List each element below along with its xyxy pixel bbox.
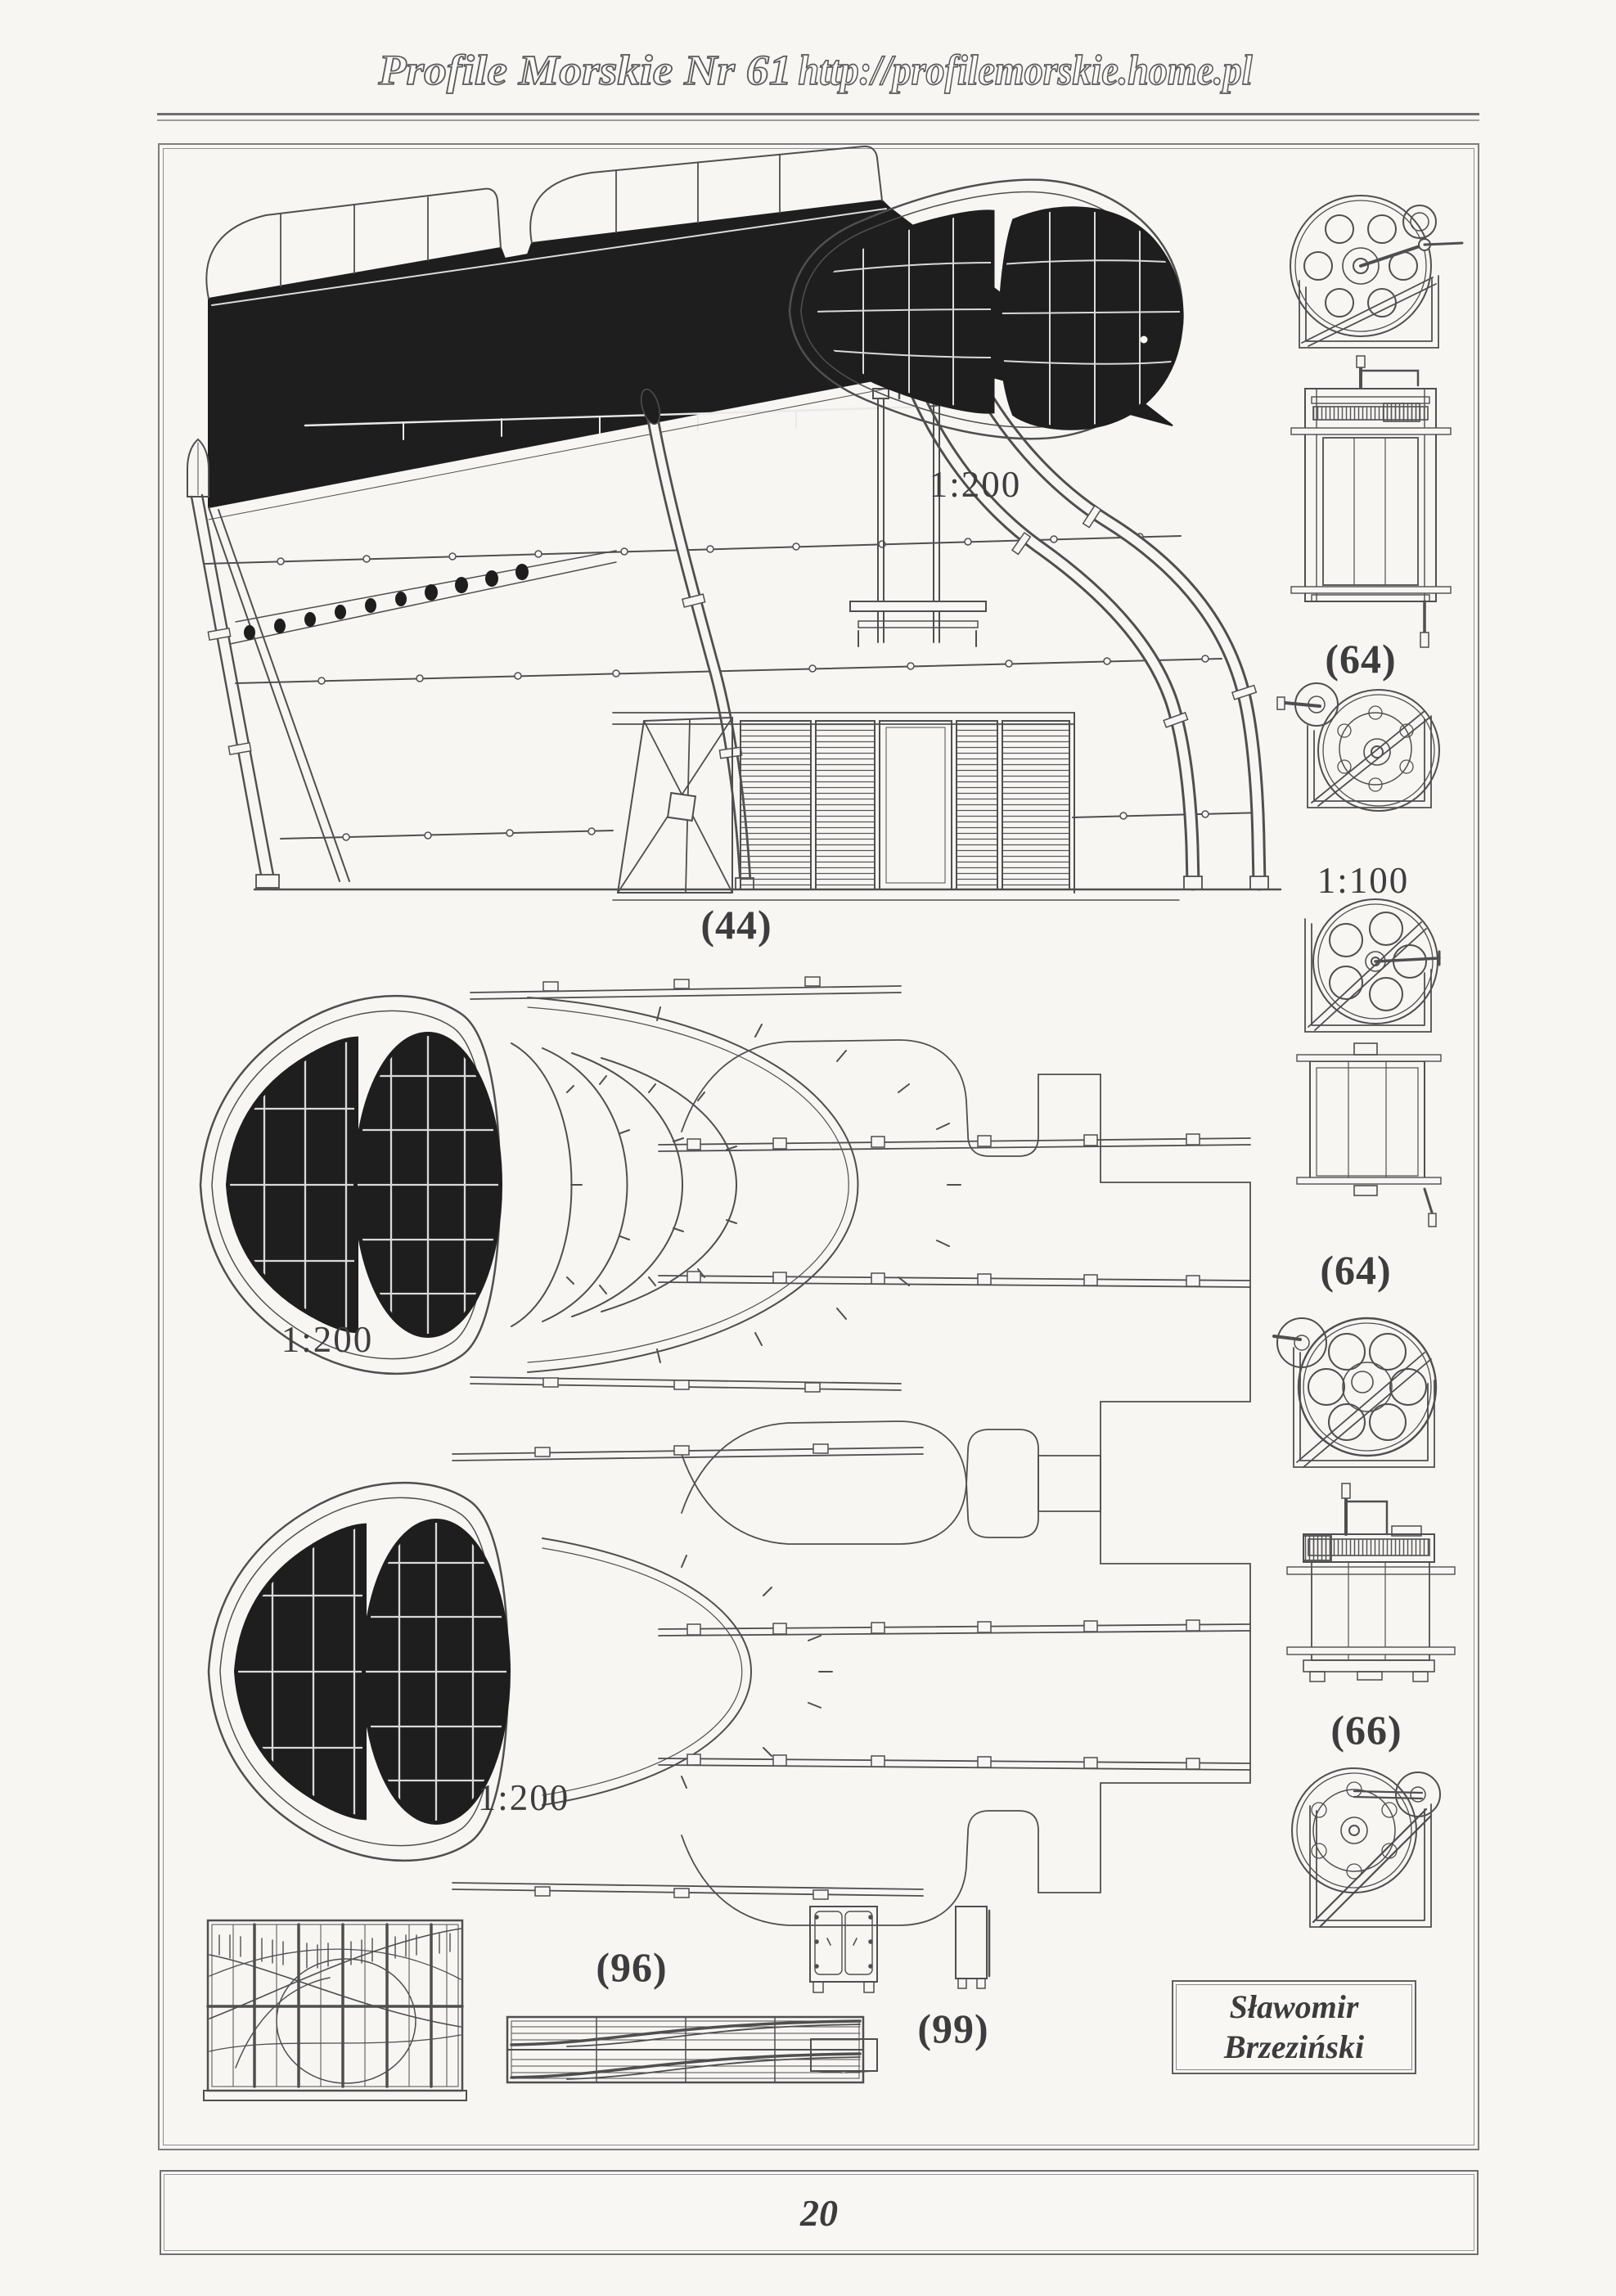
slat-panel-drawing [507,2017,863,2082]
winch-drum-front-view-2 [1297,1043,1441,1227]
header-url: http://profilemorskie.home.pl [798,47,1253,94]
author-last-name: Brzeziński [1223,2028,1365,2065]
part-number-64-upper: (64) [1325,636,1397,682]
grid-panel-drawing [204,1920,466,2100]
author-box [1172,1980,1416,2074]
locker-side-drawing [956,1907,989,1988]
drawing-canvas [158,143,1483,2152]
scale-label-winches: 1:100 [1317,860,1410,901]
author-first-name: Sławomir [1229,1988,1359,2025]
winch-reel-side-view-4 [1292,1768,1440,1927]
winch-reel-side-view-3 [1274,1318,1436,1467]
louver-assembly-drawing [613,713,1179,900]
part-number-66: (66) [1330,1707,1402,1753]
funnel-plan-upper-drawing [200,977,1250,1544]
header-rule [157,113,1479,121]
page-number: 20 [800,2191,838,2234]
winch-drum-front-view-1 [1291,356,1451,647]
funnel-front-pipe [637,387,754,889]
header-title: Profile Morskie Nr 61 [377,47,792,94]
winch-reel-side-view-1 [1290,196,1462,348]
scale-label-plan-lower: 1:200 [477,1777,570,1818]
part-number-64-middle: (64) [1320,1247,1392,1293]
winch-angled-view [1277,683,1439,811]
author-box-inner [1176,1984,1412,2070]
part-number-44: (44) [700,902,772,948]
winch-drum-horizontal-view [1287,1483,1455,1681]
winch-reel-side-view-2 [1305,899,1439,1032]
footer-page-box-inner [164,2174,1474,2251]
part-number-99: (99) [917,2006,989,2051]
scale-label-plan-upper: 1:200 [281,1319,374,1360]
funnel-plan-lower-drawing [209,1421,1250,1925]
part-number-96: (96) [596,1944,668,1990]
scale-label-top-view: 1:200 [929,464,1022,505]
locker-front-drawing [810,1907,877,1992]
footer-page-box [160,2170,1479,2255]
